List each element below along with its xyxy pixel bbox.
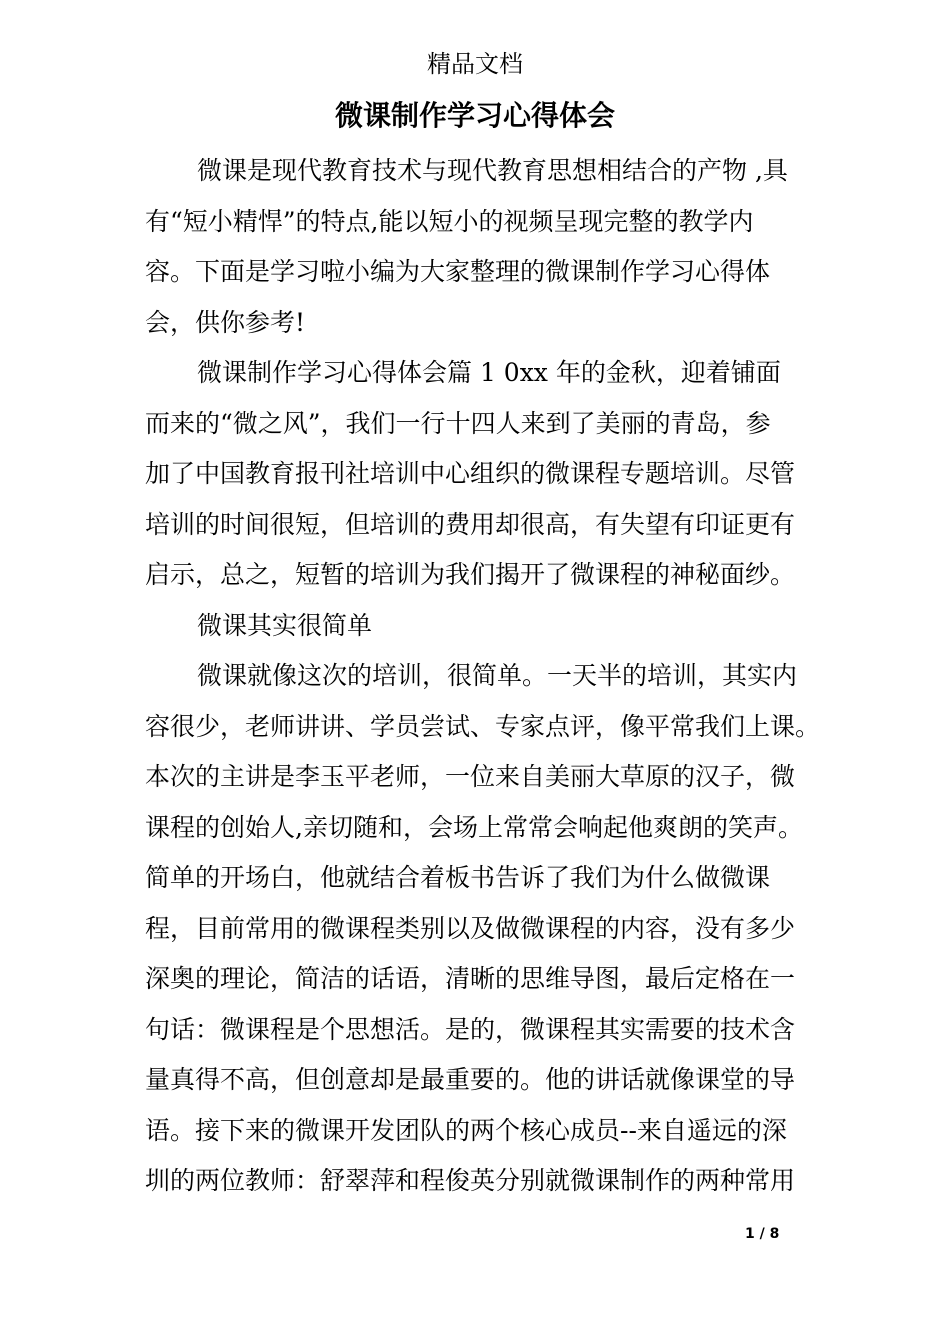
document-body [145, 146, 825, 1207]
body-line: 课程的创始人,亲切随和，会场上常常会响起他爽朗的笑声。 [145, 812, 803, 842]
body-line: 量真得不高，但创意却是最重要的。他的讲话就像课堂的导 [145, 1065, 796, 1094]
body-line: 句话：微课程是个思想活。是的，微课程其实需要的技术含 [145, 1014, 796, 1044]
document-title: 微课制作学习心得体会 [334, 99, 615, 132]
body-line: 本次的主讲是李玉平老师，一位来自美丽大草原的汉子，微 [145, 762, 796, 791]
body-line: 深奥的理论，简洁的话语，清晰的思维导图，最后定格在一 [145, 964, 796, 993]
body-line: 语。接下来的微课开发团队的两个核心成员--来自遥远的深 [145, 1115, 787, 1145]
body-line: 微课是现代教育技术与现代教育思想相结合的产物 ,具 [197, 156, 788, 185]
body-line: 而来的“微之风”，我们一行十四人来到了美丽的青岛，参 [145, 408, 771, 438]
body-line: 培训的时间很短，但培训的费用却很高，有失望有印证更有 [145, 509, 796, 539]
body-line: 程，目前常用的微课程类别以及做微课程的内容，没有多少 [145, 913, 796, 943]
body-line: 加了中国教育报刊社培训中心组织的微课程专题培训。尽管 [145, 459, 796, 488]
body-line: 简单的开场白，他就结合着板书告诉了我们为什么做微课 [145, 863, 771, 892]
body-line: 微课就像这次的培训，很简单。一天半的培训，其实内 [197, 661, 798, 690]
body-line: 容很少，老师讲讲、学员尝试、专家点评，像平常我们上课。 [145, 711, 821, 741]
body-line: 微课其实很简单 [197, 610, 373, 640]
page-header: 精品文档 [427, 50, 523, 78]
page-number: 1 / 8 [745, 1226, 780, 1242]
body-line: 启示，总之，短暂的培训为我们揭开了微课程的神秘面纱。 [145, 560, 796, 589]
body-line: 圳的两位教师：舒翠萍和程俊英分别就微课制作的两种常用 [145, 1166, 796, 1195]
body-line: 会，供你参考! [145, 307, 306, 337]
body-line: 有“短小精悍”的特点,能以短小的视频呈现完整的教学内 [145, 206, 754, 236]
body-line: 微课制作学习心得体会篇 1 0xx 年的金秋，迎着铺面 [197, 358, 781, 387]
body-line: 容。下面是学习啦小编为大家整理的微课制作学习心得体 [145, 257, 771, 286]
